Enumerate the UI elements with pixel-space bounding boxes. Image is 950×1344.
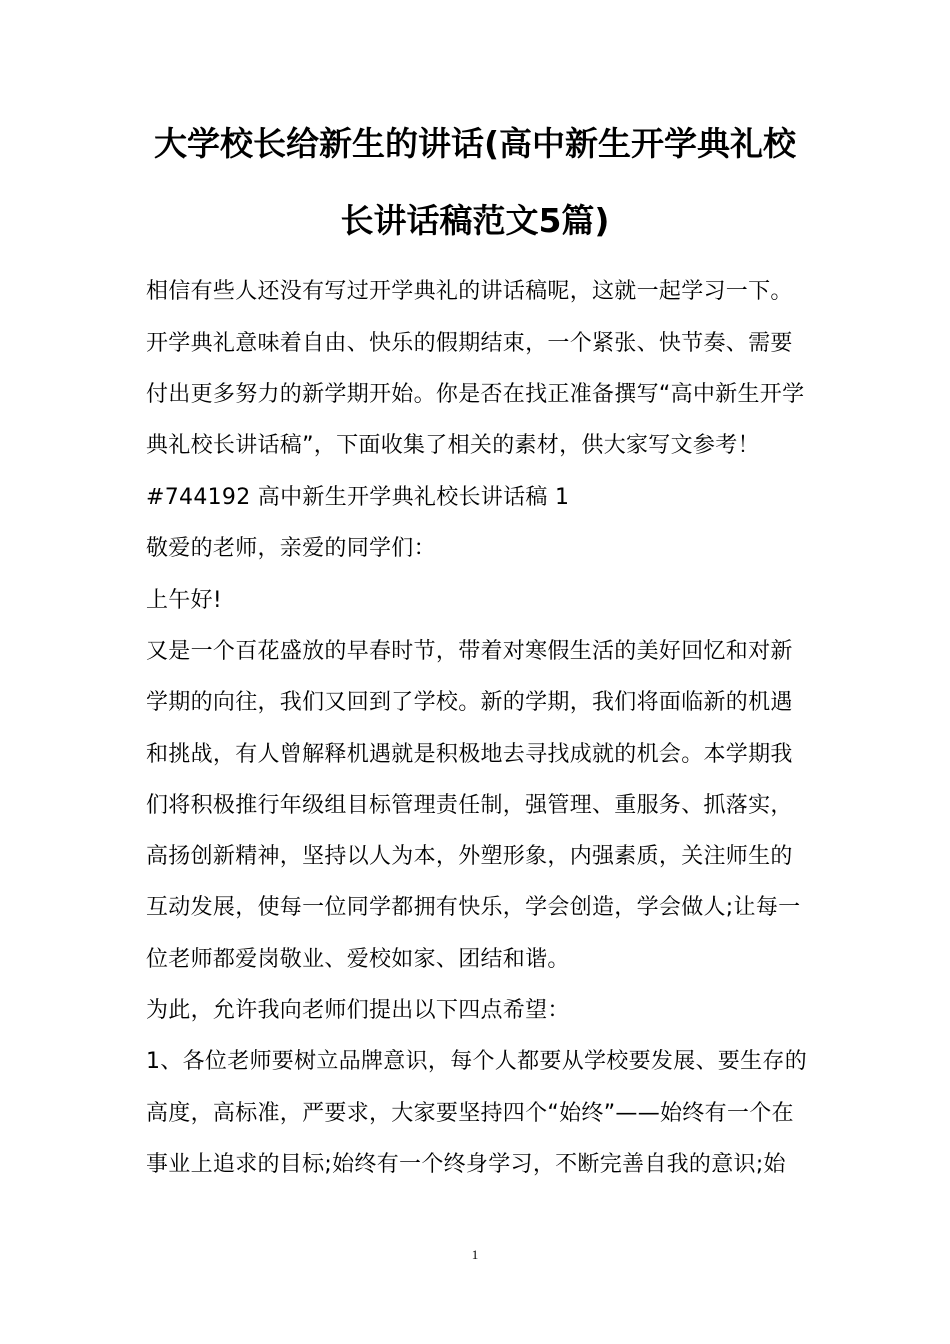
body-line-10: 和挑战，有人曾解释机遇就是积极地去寻找成就的机会。本学期我 <box>146 742 793 767</box>
body-line-13: 互动发展，使每一位同学都拥有快乐，学会创造，学会做人;让每一 <box>146 895 801 920</box>
body-line-15: 为此，允许我向老师们提出以下四点希望： <box>146 998 570 1023</box>
body-line-11: 们将积极推行年级组目标管理责任制，强管理、重服务、抓落实， <box>146 793 793 818</box>
page-number: 1 <box>471 1247 479 1262</box>
body-line-17: 高度，高标准，严要求，大家要坚持四个“始终”——始终有一个在 <box>146 1101 794 1126</box>
document-title-line-1: 大学校长给新生的讲话(高中新生开学典礼校 <box>153 124 797 163</box>
body-line-4: 典礼校长讲话稿”，下面收集了相关的素材，供大家写文参考！ <box>146 433 760 458</box>
body-line-14: 位老师都爱岗敬业、爱校如家、团结和谐。 <box>146 947 570 972</box>
greeting: 上午好! <box>146 588 223 613</box>
salutation: 敬爱的老师，亲爱的同学们： <box>146 536 436 561</box>
body-line-1: 相信有些人还没有写过开学典礼的讲话稿呢，这就一起学习一下。 <box>146 279 793 304</box>
body-line-12: 高扬创新精神，坚持以人为本，外塑形象，内强素质，关注师生的 <box>146 844 793 869</box>
body-line-16: 1、各位老师要树立品牌意识，每个人都要从学校要发展、要生存的 <box>146 1049 807 1074</box>
body-line-8: 又是一个百花盛放的早春时节，带着对寒假生活的美好回忆和对新 <box>146 639 793 664</box>
document-title-line-2: 长讲话稿范文5篇) <box>340 201 610 240</box>
body-line-2: 开学典礼意味着自由、快乐的假期结束，一个紧张、快节奏、需要 <box>146 331 793 356</box>
body-line-3: 付出更多努力的新学期开始。你是否在找正准备撰写“高中新生开学 <box>146 382 805 407</box>
body-line-18: 事业上追求的目标;始终有一个终身学习，不断完善自我的意识;始 <box>146 1152 786 1177</box>
body-line-9: 学期的向往，我们又回到了学校。新的学期，我们将面临新的机遇 <box>146 690 793 715</box>
section-heading: #744192 高中新生开学典礼校长讲话稿 1 <box>146 485 570 510</box>
